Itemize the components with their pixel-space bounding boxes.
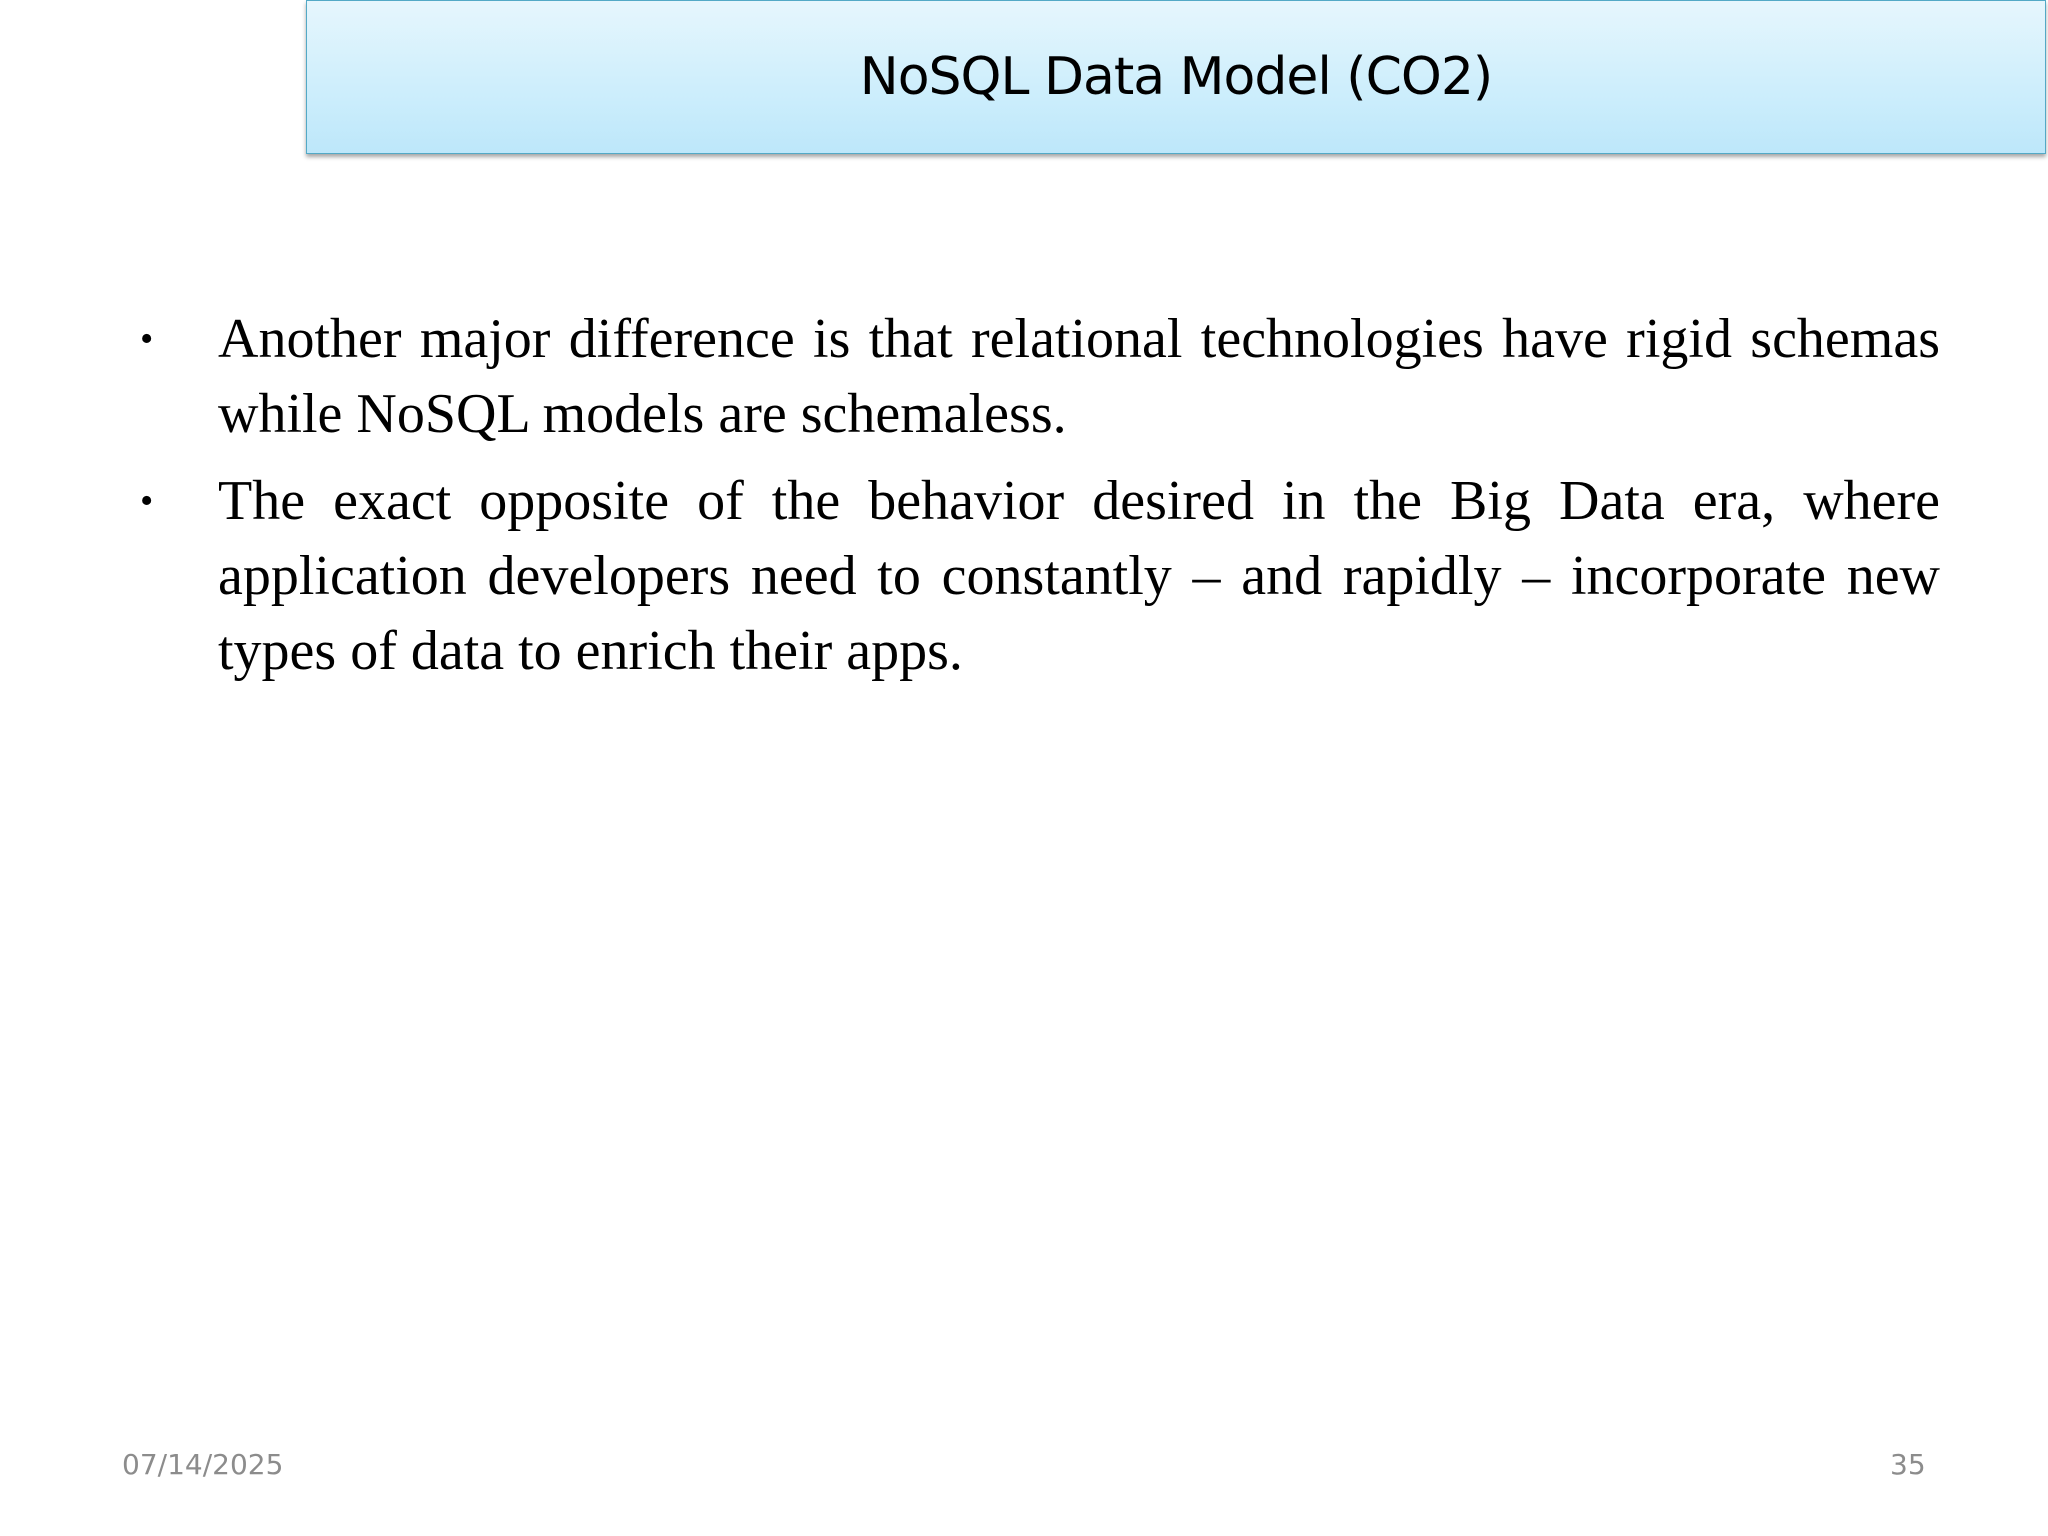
bullet-item [140, 302, 1940, 452]
bullet-marker: • [140, 318, 154, 360]
bullet-item [140, 464, 1940, 689]
slide-title-box [306, 0, 2046, 154]
slide-title: NoSQL Data Model (CO2) [859, 47, 1493, 107]
bullet-text: Another major difference is that relational technologies have rigid schemas while NoSQL models are schemaless. [218, 308, 1940, 445]
bullet-text: The exact opposite of the behavior desired in the Big Data era, where application developers need to constantly – and rapidly – incorporate new types of data to enrich their apps. [218, 470, 1940, 682]
footer-date: 07/14/2025 [122, 1448, 284, 1481]
bullet-marker: • [140, 480, 154, 522]
slide-number: 35 [1890, 1448, 1926, 1481]
slide-body [140, 302, 1940, 701]
